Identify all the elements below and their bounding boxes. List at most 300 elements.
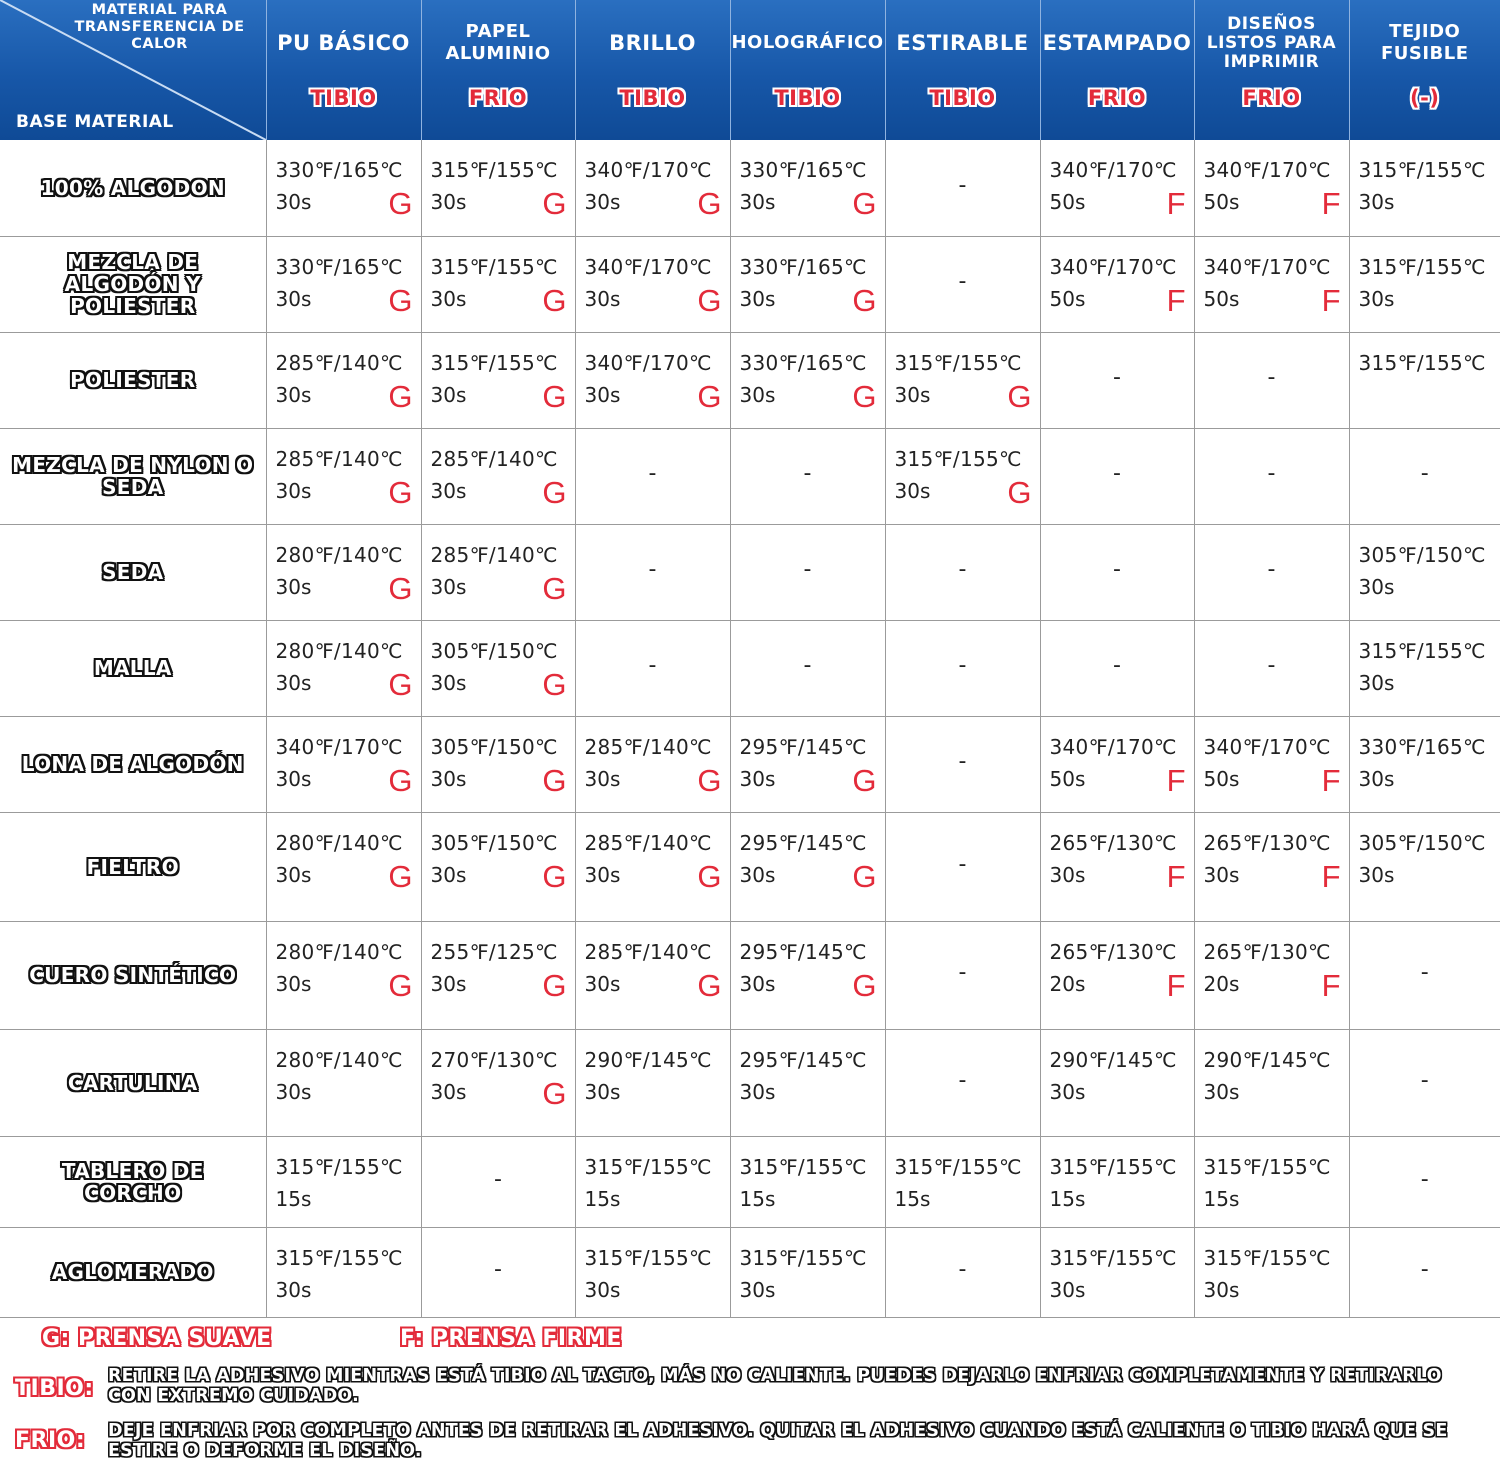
temperature: 340℉/170℃ (1049, 734, 1177, 759)
temperature: 315℉/155℃ (1049, 1245, 1177, 1270)
not-applicable-dash: - (1113, 557, 1121, 582)
press-time: 30s (430, 382, 467, 407)
temperature: 330℉/165℃ (739, 254, 867, 279)
temperature: 340℉/170℃ (584, 254, 712, 279)
press-type-mark: G (542, 762, 567, 798)
setting-cell (885, 716, 1040, 812)
temperature: 315℉/155℃ (430, 158, 558, 182)
press-type-mark: G (542, 378, 567, 414)
not-applicable-dash: - (1113, 461, 1121, 486)
setting-cell (1194, 921, 1349, 1029)
temperature: 340℉/170℃ (1203, 158, 1331, 182)
temperature: 285℉/140℃ (584, 830, 712, 855)
press-type-mark: G (388, 762, 413, 798)
press-time: 50s (1203, 190, 1240, 214)
press-type-mark: G (1007, 378, 1032, 414)
press-time: 30s (739, 862, 776, 887)
temperature: 280℉/140℃ (275, 939, 403, 964)
press-type-mark: G (852, 858, 877, 894)
not-applicable-dash: - (803, 653, 812, 678)
temperature: 315℉/155℃ (894, 1154, 1022, 1179)
press-type-mark: G (697, 378, 722, 414)
not-applicable-dash: - (958, 269, 967, 294)
press-time: 30s (275, 766, 312, 791)
table-row (0, 620, 1500, 716)
not-applicable-dash: - (803, 461, 812, 486)
press-time: 30s (430, 1079, 467, 1104)
press-time: 30s (739, 971, 776, 996)
temperature: 305℉/150℃ (430, 830, 558, 855)
press-type-mark: G (697, 186, 722, 221)
not-applicable-dash: - (494, 1257, 502, 1282)
setting-cell (1040, 428, 1194, 524)
setting-cell (575, 1227, 730, 1317)
legend-cold-label: FRIO: (15, 1428, 86, 1453)
temperature: 315℉/155℃ (430, 350, 558, 375)
temperature: 295℉/145℃ (739, 939, 867, 964)
press-type-mark: G (388, 858, 413, 894)
press-time: 30s (739, 382, 776, 407)
setting-cell (575, 812, 730, 921)
setting-cell (885, 1136, 1040, 1227)
press-time: 30s (584, 190, 621, 214)
setting-cell (1194, 140, 1349, 236)
press-type-mark: G (852, 282, 877, 318)
corner-header (0, 0, 266, 140)
temperature: 340℉/170℃ (584, 158, 712, 182)
column-name: PU BÁSICO (277, 31, 410, 55)
press-time: 30s (739, 1277, 776, 1302)
press-time: 30s (894, 382, 931, 407)
press-time: 15s (739, 1186, 776, 1211)
press-time: 50s (1049, 190, 1086, 214)
press-type-mark: G (388, 282, 413, 318)
base-material-name: POLIESTER (70, 368, 196, 392)
not-applicable-dash: - (958, 1067, 967, 1093)
temperature: 315℉/155℃ (739, 1154, 867, 1179)
press-type-mark: G (697, 858, 722, 894)
press-type-mark: G (852, 186, 877, 221)
setting-cell (421, 1136, 575, 1227)
not-applicable-dash: - (494, 1166, 502, 1192)
peel-type: FRIO (468, 86, 528, 110)
press-time: 30s (275, 574, 312, 599)
peel-type: TIBIO (310, 86, 377, 110)
press-time: 30s (430, 190, 467, 214)
setting-cell (1040, 524, 1194, 620)
row-label-malla (0, 620, 266, 716)
press-time: 30s (1049, 862, 1086, 887)
temperature: 280℉/140℃ (275, 542, 403, 567)
not-applicable-dash: - (958, 749, 967, 774)
setting-cell (730, 620, 885, 716)
setting-cell (1194, 812, 1349, 921)
press-type-mark: F (1166, 762, 1186, 798)
column-header-holografico (730, 0, 885, 140)
not-applicable-dash: - (958, 653, 967, 678)
press-time: 30s (584, 766, 621, 791)
row-label-seda (0, 524, 266, 620)
setting-cell (266, 140, 421, 236)
not-applicable-dash: - (1420, 1166, 1429, 1192)
setting-cell (1194, 428, 1349, 524)
column-header-disenos-listos-para-imprimir (1194, 0, 1349, 140)
not-applicable-dash: - (1420, 461, 1429, 486)
setting-cell (1349, 620, 1500, 716)
press-time: 30s (430, 862, 467, 887)
legend-warm-text: RETIRE LA ADHESIVO MIENTRAS ESTÁ TIBIO AL TACTO, MÁS NO CALIENTE. PUEDES DEJARLO ENFRIAR COMPLETAMENTE Y RETIRARLO CON EXTREMO CUIDADO. (108, 1366, 1442, 1406)
press-time: 30s (275, 286, 312, 311)
press-time: 30s (275, 862, 312, 887)
press-time: 30s (1049, 1277, 1086, 1302)
press-time: 50s (1203, 766, 1240, 791)
press-type-mark: G (388, 570, 413, 606)
temperature: 285℉/140℃ (584, 939, 712, 964)
press-type-mark: G (852, 378, 877, 414)
setting-cell (421, 524, 575, 620)
temperature: 330℉/165℃ (1358, 734, 1486, 759)
press-time: 30s (430, 971, 467, 996)
temperature: 315℉/155℃ (584, 1154, 712, 1179)
press-time: 30s (584, 1277, 621, 1302)
press-type-mark: G (697, 762, 722, 798)
setting-cell (1040, 620, 1194, 716)
column-name: TEJIDO FUSIBLE (1380, 21, 1469, 64)
setting-cell (421, 140, 575, 236)
setting-cell (575, 428, 730, 524)
press-time: 30s (430, 478, 467, 503)
temperature: 315℉/155℃ (1358, 254, 1486, 279)
header-row (0, 0, 1500, 140)
setting-cell (266, 428, 421, 524)
press-type-mark: G (542, 967, 567, 1003)
column-name: ESTIRABLE (896, 31, 1029, 55)
setting-cell (1349, 140, 1500, 236)
press-time: 30s (1049, 1079, 1086, 1104)
row-label-100-algodon (0, 140, 266, 236)
temperature: 315℉/155℃ (584, 1245, 712, 1270)
temperature: 330℉/165℃ (275, 254, 403, 279)
base-material-name: CARTULINA (67, 1070, 198, 1095)
setting-cell (1194, 1227, 1349, 1317)
setting-cell (1349, 921, 1500, 1029)
not-applicable-dash: - (803, 557, 812, 582)
setting-cell (730, 921, 885, 1029)
press-time: 30s (1358, 286, 1395, 311)
press-type-mark: F (1321, 967, 1341, 1003)
setting-cell (421, 716, 575, 812)
not-applicable-dash: - (958, 960, 967, 985)
press-time: 15s (275, 1186, 312, 1211)
not-applicable-dash: - (1420, 1257, 1429, 1282)
press-type-mark: G (388, 967, 413, 1003)
peel-type: TIBIO (619, 86, 686, 110)
temperature: 290℉/145℃ (584, 1047, 712, 1072)
setting-cell (1349, 716, 1500, 812)
peel-type: TIBIO (929, 86, 996, 110)
press-type-mark: G (388, 186, 413, 221)
setting-cell (421, 332, 575, 428)
setting-cell (266, 620, 421, 716)
press-type-mark: F (1166, 858, 1186, 894)
temperature: 340℉/170℃ (1049, 158, 1177, 182)
setting-cell (1349, 812, 1500, 921)
temperature: 315℉/155℃ (430, 254, 558, 279)
setting-cell (266, 716, 421, 812)
base-material-name: FIELTRO (86, 854, 179, 879)
press-time: 30s (275, 382, 312, 407)
setting-cell (266, 524, 421, 620)
setting-cell (266, 812, 421, 921)
transfer-material-label: MATERIAL PARA TRANSFERENCIA DE CALOR (74, 2, 245, 52)
press-type-mark: G (852, 967, 877, 1003)
setting-cell (575, 716, 730, 812)
press-time: 30s (584, 382, 621, 407)
press-type-mark: F (1166, 967, 1186, 1003)
press-time: 30s (275, 190, 312, 214)
press-type-mark: G (697, 967, 722, 1003)
not-applicable-dash: - (1267, 461, 1276, 486)
column-header-pu-basico (266, 0, 421, 140)
press-time: 30s (1358, 190, 1395, 214)
setting-cell (885, 332, 1040, 428)
column-name: HOLOGRÁFICO (731, 32, 884, 53)
legend-warm-label: TIBIO: (15, 1376, 94, 1401)
temperature: 265℉/130℃ (1049, 939, 1177, 964)
press-time: 20s (1049, 971, 1086, 996)
not-applicable-dash: - (1267, 365, 1276, 390)
setting-cell (1040, 1227, 1194, 1317)
press-time: 30s (430, 574, 467, 599)
press-time: 30s (584, 862, 621, 887)
press-type-mark: G (388, 666, 413, 702)
setting-cell (1040, 921, 1194, 1029)
setting-cell (1040, 140, 1194, 236)
setting-cell (421, 921, 575, 1029)
temperature: 305℉/150℃ (1358, 830, 1486, 855)
temperature: 340℉/170℃ (1049, 254, 1177, 279)
column-header-brillo (575, 0, 730, 140)
setting-cell (266, 236, 421, 332)
column-name: PAPEL ALUMINIO (445, 21, 551, 64)
temperature: 315℉/155℃ (739, 1245, 867, 1270)
column-header-papel-aluminio (421, 0, 575, 140)
base-material-name: MEZCLA DE ALGODÓN Y POLIESTER (64, 250, 201, 318)
temperature: 315℉/155℃ (1358, 350, 1486, 375)
setting-cell (1040, 1136, 1194, 1227)
temperature: 315℉/155℃ (1358, 158, 1486, 182)
temperature: 265℉/130℃ (1203, 939, 1331, 964)
setting-cell (1194, 332, 1349, 428)
press-type-mark: G (542, 570, 567, 606)
not-applicable-dash: - (1113, 653, 1121, 678)
setting-cell (1349, 524, 1500, 620)
temperature: 315℉/155℃ (1203, 1154, 1331, 1179)
row-label-lona-de-algodon (0, 716, 266, 812)
peel-type: (-) (1410, 86, 1440, 110)
setting-cell (885, 428, 1040, 524)
setting-cell (421, 812, 575, 921)
base-material-name: LONA DE ALGODÓN (21, 752, 244, 776)
setting-cell (885, 1029, 1040, 1136)
row-label-mezcla-de-nylon-o-seda (0, 428, 266, 524)
setting-cell (1349, 1029, 1500, 1136)
press-type-mark: G (852, 762, 877, 798)
press-type-mark: F (1166, 186, 1186, 221)
temperature: 330℉/165℃ (739, 350, 867, 375)
peel-type: FRIO (1087, 86, 1147, 110)
setting-cell (730, 716, 885, 812)
setting-cell (1349, 236, 1500, 332)
not-applicable-dash: - (1267, 653, 1276, 678)
press-time: 50s (1049, 286, 1086, 311)
temperature: 285℉/140℃ (275, 350, 403, 375)
temperature: 280℉/140℃ (275, 1047, 403, 1072)
setting-cell (885, 1227, 1040, 1317)
temperature: 295℉/145℃ (739, 830, 867, 855)
press-time: 30s (430, 286, 467, 311)
press-time: 30s (1203, 1079, 1240, 1104)
setting-cell (421, 236, 575, 332)
press-time: 15s (1203, 1186, 1240, 1211)
press-time: 30s (739, 1079, 776, 1104)
setting-cell (266, 1227, 421, 1317)
temperature: 265℉/130℃ (1203, 830, 1331, 855)
press-time: 15s (894, 1186, 931, 1211)
setting-cell (1040, 236, 1194, 332)
setting-cell (1349, 1227, 1500, 1317)
base-material-label: BASE MATERIAL (16, 112, 174, 132)
press-type-mark: F (1321, 858, 1341, 894)
temperature: 315℉/155℃ (894, 446, 1022, 471)
press-time: 30s (739, 766, 776, 791)
setting-cell (1349, 1136, 1500, 1227)
setting-cell (575, 921, 730, 1029)
press-type-mark: F (1321, 186, 1341, 221)
peel-type: FRIO (1242, 86, 1301, 110)
setting-cell (575, 1029, 730, 1136)
setting-cell (1040, 1029, 1194, 1136)
temperature: 340℉/170℃ (1203, 254, 1331, 279)
press-type-mark: G (542, 474, 567, 510)
setting-cell (1194, 716, 1349, 812)
press-time: 30s (894, 478, 931, 503)
press-time: 50s (1049, 766, 1086, 791)
setting-cell (1194, 524, 1349, 620)
column-header-estirable (885, 0, 1040, 140)
temperature: 295℉/145℃ (739, 734, 867, 759)
not-applicable-dash: - (958, 172, 967, 198)
temperature: 305℉/150℃ (1358, 542, 1486, 567)
temperature: 285℉/140℃ (584, 734, 712, 759)
temperature: 290℉/145℃ (1049, 1047, 1177, 1072)
press-type-mark: G (542, 186, 567, 221)
setting-cell (885, 236, 1040, 332)
press-type-mark: G (542, 666, 567, 702)
setting-cell (885, 524, 1040, 620)
temperature: 295℉/145℃ (739, 1047, 867, 1072)
legend-cold-text: DEJE ENFRIAR POR COMPLETO ANTES DE RETIRAR EL ADHESIVO. QUITAR EL ADHESIVO CUANDO ESTÁ CALIENTE O TIBIO HARÁ QUE SE ESTIRE O DEFORME EL DISEÑO. (108, 1421, 1448, 1461)
table-row (0, 332, 1500, 428)
setting-cell (1349, 428, 1500, 524)
column-name: DISEÑOS LISTOS PARA IMPRIMIR (1206, 13, 1337, 72)
press-time: 30s (739, 190, 776, 214)
press-type-mark: G (542, 1075, 567, 1111)
row-label-aglomerado (0, 1227, 266, 1317)
press-time: 30s (1358, 766, 1395, 791)
peel-type: TIBIO (774, 86, 841, 110)
row-label-fieltro (0, 812, 266, 921)
table-row (0, 428, 1500, 524)
setting-cell (1349, 332, 1500, 428)
temperature: 270℉/130℃ (430, 1047, 558, 1072)
not-applicable-dash: - (958, 557, 967, 582)
not-applicable-dash: - (1420, 960, 1429, 985)
press-time: 30s (584, 1079, 621, 1104)
temperature: 305℉/150℃ (430, 734, 558, 759)
setting-cell (266, 332, 421, 428)
temperature: 280℉/140℃ (275, 830, 403, 855)
press-time: 30s (1358, 670, 1395, 695)
legend-firm-press: F: PRENSA FIRME (400, 1326, 622, 1351)
column-header-estampado (1040, 0, 1194, 140)
setting-cell (575, 236, 730, 332)
setting-cell (730, 524, 885, 620)
press-time: 50s (1203, 286, 1240, 311)
setting-cell (730, 428, 885, 524)
setting-cell (730, 236, 885, 332)
press-time: 30s (275, 478, 312, 503)
not-applicable-dash: - (1113, 365, 1121, 390)
press-type-mark: F (1166, 282, 1186, 318)
press-type-mark: F (1321, 762, 1341, 798)
not-applicable-dash: - (958, 1257, 967, 1282)
table-row (0, 1029, 1500, 1136)
base-material-name: MALLA (93, 656, 172, 680)
table-row (0, 236, 1500, 332)
setting-cell (730, 332, 885, 428)
press-type-mark: G (542, 282, 567, 318)
press-time: 30s (275, 1277, 312, 1302)
setting-cell (730, 140, 885, 236)
setting-cell (575, 524, 730, 620)
press-type-mark: G (542, 858, 567, 894)
table-row (0, 140, 1500, 236)
press-type-mark: G (697, 282, 722, 318)
setting-cell (1194, 236, 1349, 332)
temperature: 330℉/165℃ (275, 158, 403, 182)
press-time: 30s (275, 1079, 312, 1104)
setting-cell (575, 332, 730, 428)
temperature: 340℉/170℃ (275, 734, 403, 759)
legend (0, 1320, 1500, 1465)
setting-cell (730, 812, 885, 921)
press-type-mark: F (1321, 282, 1341, 318)
setting-cell (885, 812, 1040, 921)
temperature: 255℉/125℃ (430, 939, 558, 964)
press-time: 30s (739, 286, 776, 311)
setting-cell (575, 620, 730, 716)
base-material-name: CUERO SINTÉTICO (29, 963, 237, 987)
temperature: 315℉/155℃ (1203, 1245, 1331, 1270)
press-time: 30s (275, 670, 312, 695)
press-time: 30s (1358, 862, 1395, 887)
base-material-name: AGLOMERADO (51, 1260, 214, 1284)
setting-cell (266, 1029, 421, 1136)
press-type-mark: G (388, 474, 413, 510)
not-applicable-dash: - (648, 557, 657, 582)
press-time: 30s (430, 670, 467, 695)
